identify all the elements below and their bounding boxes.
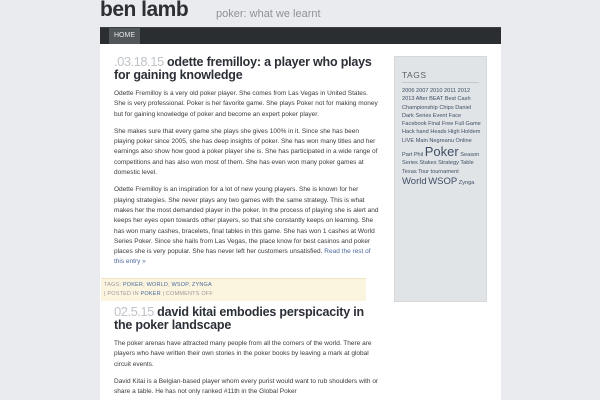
tag-cloud-link[interactable]: Zynga [458, 179, 475, 186]
tag-cloud-link[interactable]: Daniel [455, 104, 472, 111]
post [114, 55, 380, 275]
tag-cloud-link[interactable]: Phil [413, 152, 424, 159]
tags-label: TAGS: [104, 282, 122, 288]
tags-widget-title: TAGS [402, 70, 427, 80]
post [114, 305, 380, 400]
tag-cloud-link[interactable]: Series [402, 160, 418, 167]
site-header [100, 0, 560, 26]
tag-cloud-link[interactable]: hand [416, 129, 429, 136]
tag-cloud-link[interactable]: Championship [402, 104, 438, 111]
tag-cloud [402, 87, 481, 188]
tag-cloud-link[interactable]: Holdem [461, 129, 481, 136]
tag-cloud-link[interactable]: Season [460, 152, 480, 159]
post-paragraph: Odette Fremilloy is a very old poker player. She comes from Las Vegas in United States. She is very professional. Poker is her favorite game. She plays Poker not for making money but for gaining knowledge of poker and become an expert poker player. [114, 90, 378, 118]
tag-cloud-link[interactable]: Main [415, 137, 428, 144]
comments-status: COMMENTS OFF [165, 291, 213, 297]
tag-link-wsop[interactable]: WSOP [171, 282, 189, 288]
posted-in-label: | POSTED IN [104, 291, 139, 297]
tag-cloud-link[interactable]: Best [444, 96, 456, 103]
tag-cloud-link[interactable]: 2006 [402, 88, 415, 94]
tag-cloud-link[interactable]: LIVE [402, 137, 415, 144]
tag-cloud-link[interactable]: Negreanu [429, 137, 454, 144]
post-category [104, 291, 213, 297]
tag-cloud-link[interactable]: Final [428, 121, 441, 128]
category-link[interactable]: POKER [140, 291, 161, 297]
post-date: .03.18.15 [114, 54, 164, 69]
tag-cloud-link[interactable]: Table [460, 160, 474, 167]
tag-cloud-link[interactable]: Cash [457, 96, 471, 103]
tag-cloud-link[interactable]: Hack [402, 129, 415, 136]
post-paragraph [114, 185, 380, 267]
tag-cloud-link[interactable]: Heads [430, 129, 447, 136]
post-date: 02.5.15 [114, 304, 154, 319]
tag-cloud-link[interactable]: Game [465, 121, 481, 128]
tag-cloud-link[interactable]: Face [448, 112, 462, 119]
tag-cloud-link[interactable]: 2012 [457, 88, 471, 94]
tag-cloud-link[interactable]: Poker [424, 144, 459, 160]
post-tags: TAGS: POKER, WORLD, WSOP, ZYNGA [104, 282, 212, 288]
post-paragraph: David Kitai is a Belgian-based player whom every purist would want to rub shoulders with or share a table. He has not only ranked #11th in the Global Poker [114, 377, 379, 396]
tag-cloud-link[interactable]: 2011 [444, 88, 457, 94]
tag-cloud-link[interactable]: Free [441, 121, 454, 128]
tag-link-zynga[interactable]: ZYNGA [191, 282, 212, 288]
tag-link-poker[interactable]: POKER [122, 282, 144, 288]
read-more-link[interactable]: Read the rest of this entry » [114, 248, 371, 266]
tag-cloud-link[interactable]: High [448, 129, 460, 136]
tag-link-world[interactable]: WORLD [146, 282, 169, 288]
tag-cloud-link[interactable]: Chips [439, 104, 454, 111]
tag-cloud-link[interactable]: Full [454, 121, 464, 128]
site-title[interactable]: ben lamb [100, 0, 189, 21]
tag-cloud-link[interactable]: 2007 [416, 88, 429, 94]
post-title-link[interactable]: odette fremilloy: a player who plays for gaining knowledge [114, 55, 372, 82]
tag-cloud-link[interactable]: Facebook [402, 121, 427, 128]
tag-cloud-link[interactable]: Dark [402, 112, 414, 119]
post-meta [101, 278, 366, 301]
site-description: poker: what we learnt [216, 8, 321, 20]
tag-cloud-link[interactable]: Series [415, 112, 432, 119]
post-paragraph: The poker arenas have attracted many people from all the corners of the world. There are players who have written their own stories in the poker books by leaving a mark at global circuit events. [114, 340, 372, 368]
tags-divider [402, 82, 479, 83]
tag-cloud-link[interactable]: Strategy [438, 160, 459, 167]
tag-cloud-link[interactable]: WSOP [428, 175, 458, 187]
nav-item-home[interactable]: HOME [109, 28, 140, 44]
tag-cloud-link[interactable]: Event [432, 112, 448, 119]
tag-cloud-link[interactable]: After [415, 96, 428, 103]
post-body [114, 89, 380, 268]
post-body [114, 339, 380, 397]
tag-cloud-link[interactable]: BEAT [429, 96, 444, 103]
tag-cloud-link[interactable]: Tour [418, 168, 429, 175]
meta-separator: | [162, 291, 165, 297]
tag-cloud-link[interactable]: Online [455, 137, 472, 144]
tag-cloud-link[interactable]: Texas [402, 168, 417, 175]
post-paragraph-text: Odette Fremilloy is an inspiration for a lot of new young players. She is known for her playing strategies. She never plays any two games with the same strategy. This is what makes her the most demanded player in the poker. In the process of playing she is alert and keeps her eyes open towards other players, so that she constantly keeps on learning. She has won many cashes, bracelets, final tables in this game. She has won 1 cashes at World Series Poker. Since she hails from Las Vegas, the place know for best casinos and poker places she is very popular. She has never left her customers unsatisfied. [114, 186, 379, 256]
tag-cloud-link[interactable]: World [402, 175, 427, 187]
post-title [114, 55, 380, 82]
tag-cloud-link[interactable]: 2013 [402, 96, 415, 103]
main-nav [100, 27, 501, 44]
post-paragraph: She makes sure that every game she plays she gives 100% in it. Since she has been playing poker since 2005, she has deep insights of poker. She has won many titles and her earnings also show how good a poker player she is. She has participated in a wide range of competitions and has also won most of them. She has even won many poker games at domestic level. [114, 127, 378, 177]
tag-cloud-link[interactable]: Part [402, 152, 413, 159]
post-title-link[interactable]: david kitai embodies perspicacity in the poker landscape [114, 305, 364, 332]
tag-cloud-link[interactable]: 2010 [430, 88, 443, 94]
post-title [114, 305, 380, 332]
tag-cloud-link[interactable]: tournament [430, 168, 459, 175]
sidebar [394, 56, 487, 302]
tag-cloud-link[interactable]: Stakes [419, 160, 437, 167]
